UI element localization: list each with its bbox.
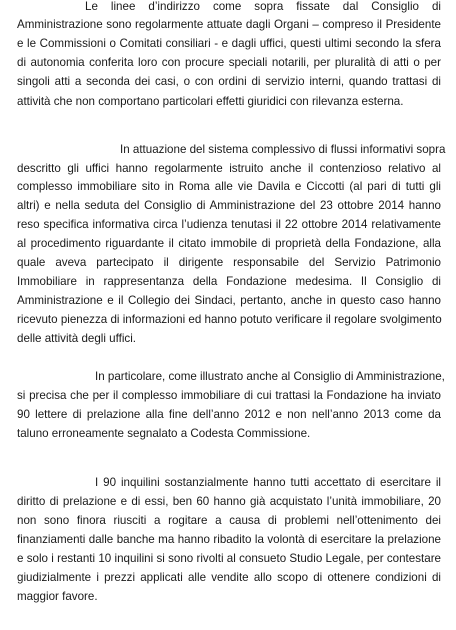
paragraph-2-line-8: Immobiliare in rappresentanza della Fondazione medesima. Il Consiglio di — [17, 275, 441, 288]
paragraph-4-line-7: maggior favore. — [17, 590, 98, 603]
paragraph-4-line-1 — [95, 474, 441, 492]
paragraph-1-line-1: Le linee d’indirizzo come sopra fissate dal Consiglio di — [85, 0, 441, 13]
paragraph-2-line-3: complesso immobiliare sito in Roma alle vie Davila e Ciccotti (al pari di tutti gli — [17, 180, 441, 193]
paragraph-4-line-4: finanziamenti dalle banche ma hanno ribadito la volontà di esercitare la prelazione — [17, 533, 441, 546]
paragraph-1-line-5: singoli atti a seconda dei casi, o con ordini di servizio interni, quando trattasi di — [17, 75, 441, 88]
paragraph-4-line-1-text: I 90 inquilini sostanzialmente hanno tutti accettato di esercitare il — [95, 476, 441, 489]
paragraph-3-line-3: 90 lettere di prelazione alla fine dell’anno 2012 e non nell’anno 2013 come da — [17, 408, 441, 421]
paragraph-2-line-5: reso specifica informativa circa l’udienza tenutasi il 22 ottobre 2014 relativamente — [17, 218, 441, 231]
paragraph-3-line-1: In particolare, come illustrato anche al Consiglio di Amministrazione, — [95, 370, 445, 383]
paragraph-4-line-3: non sono finora riusciti a rogitare a causa di problemi nell’ottenimento dei — [17, 514, 441, 527]
paragraph-3-line-2: si precisa che per il complesso immobiliare di cui trattasi la Fondazione ha inviato — [17, 389, 441, 402]
paragraph-3-line-4: taluno erroneamente segnalato a Codesta Commissione. — [17, 427, 311, 440]
paragraph-2-line-4: altri) e nella seduta del Consiglio di Amministrazione del 23 ottobre 2014 hanno — [17, 199, 441, 212]
paragraph-4-line-6: giudizialmente i prezzi applicati alle vendite allo scopo di ottenere condizioni di — [17, 571, 441, 584]
paragraph-2-line-7: quale aveva partecipato il dirigente responsabile del Servizio Patrimonio — [17, 256, 441, 269]
paragraph-1-line-2: Amministrazione sono regolarmente attuate dagli Organi – compreso il Presidente — [17, 18, 441, 31]
paragraph-1-line-4: di autonomia conferita loro con procure speciali notarili, per pluralità di atti o per — [17, 56, 441, 69]
paragraph-2-line-10: ricevuto pienezza di informazioni ed hanno potuto verificare il regolare svolgimento — [17, 313, 442, 326]
paragraph-1-line-6: attività che non comportano particolari effetti giuridici con rilevanza esterna. — [17, 95, 404, 108]
paragraph-1-line-3: e le Commissioni o Comitati consiliari - e dagli uffici, questi ultimi secondo la sfera — [17, 37, 441, 50]
paragraph-2-line-2: descritto gli uffici hanno regolarmente istruito anche il contenzioso relativo al — [17, 162, 441, 175]
paragraph-4-line-5: e solo i restanti 10 inquilini si sono rivolti al consueto Studio Legale, per contestare — [17, 552, 441, 565]
paragraph-2-line-6: al procedimento riguardante il citato immobile di proprietà della Fondazione, alla — [17, 237, 441, 250]
paragraph-2-line-9: Amministrazione e il Collegio dei Sindaci, pertanto, anche in questo caso hanno — [17, 294, 441, 307]
paragraph-4-line-2: diritto di prelazione e di essi, ben 60 hanno già acquistato l’unità immobiliare, 20 — [17, 495, 441, 508]
paragraph-2-line-1: In attuazione del sistema complessivo di flussi informativi sopra — [120, 143, 446, 156]
paragraph-2-line-11: delle attività degli uffici. — [17, 332, 137, 345]
